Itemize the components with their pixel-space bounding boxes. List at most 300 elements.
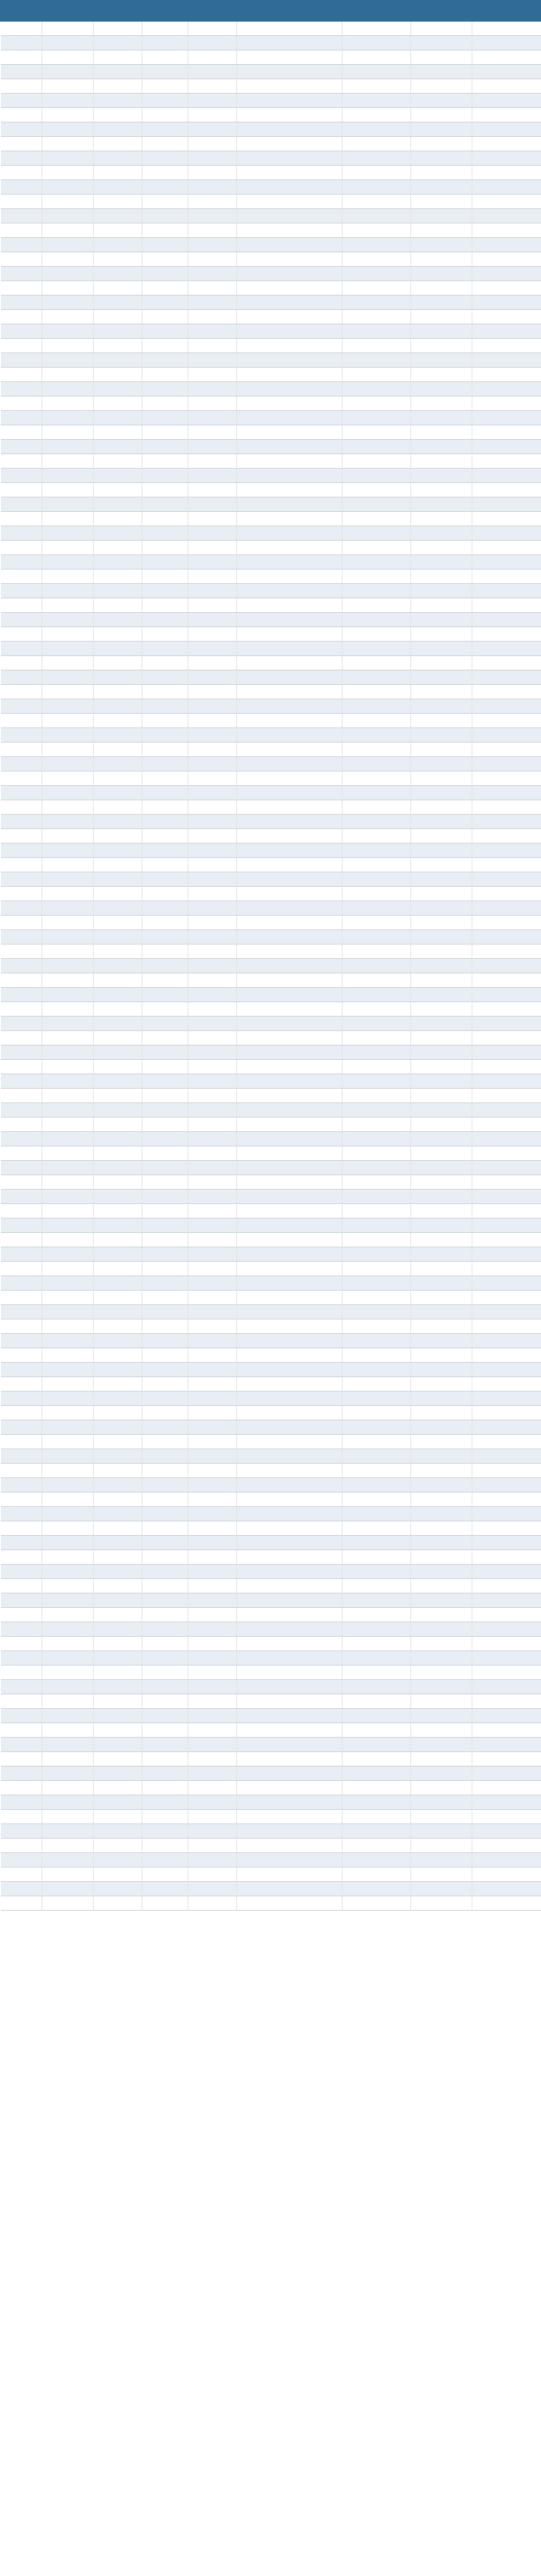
change-pct (188, 1276, 237, 1291)
price (142, 1190, 188, 1204)
eps (237, 1031, 343, 1046)
stock-name (94, 1276, 142, 1291)
table-row (1, 1002, 541, 1017)
change-pct (188, 180, 237, 195)
price (142, 1089, 188, 1103)
pe-ratio (343, 541, 411, 555)
row-index (1, 50, 42, 65)
pe-ratio (343, 772, 411, 786)
table-row (1, 526, 541, 541)
row-index (1, 728, 42, 743)
pe-ratio (343, 36, 411, 50)
stock-name (94, 1103, 142, 1118)
week-change-pct (411, 1262, 472, 1276)
stock-name (94, 1219, 142, 1233)
pe-ratio (343, 267, 411, 281)
pe-ratio (343, 555, 411, 570)
change-pct (188, 642, 237, 656)
stock-name (94, 1507, 142, 1521)
stock-code (42, 1896, 94, 1911)
week-change-pct (411, 1738, 472, 1752)
table-row (1, 1435, 541, 1449)
pe-ratio (343, 1392, 411, 1406)
ytd-change-pct (472, 1449, 541, 1464)
eps (237, 1622, 343, 1637)
week-change-pct (411, 22, 472, 36)
week-change-pct (411, 1161, 472, 1175)
ytd-change-pct (472, 526, 541, 541)
pe-ratio (343, 1132, 411, 1146)
week-change-pct (411, 1089, 472, 1103)
ytd-change-pct (472, 1493, 541, 1507)
eps (237, 1507, 343, 1521)
table-row (1, 1146, 541, 1161)
pe-ratio (343, 1507, 411, 1521)
stock-code (42, 1161, 94, 1175)
stock-name (94, 1161, 142, 1175)
pe-ratio (343, 829, 411, 844)
price (142, 1132, 188, 1146)
ytd-change-pct (472, 1666, 541, 1680)
change-pct (188, 1435, 237, 1449)
stock-name (94, 844, 142, 858)
stock-code (42, 339, 94, 353)
stock-name (94, 411, 142, 425)
change-pct (188, 324, 237, 339)
week-change-pct (411, 151, 472, 166)
ytd-change-pct (472, 930, 541, 945)
stock-name (94, 1579, 142, 1594)
stock-code (42, 1118, 94, 1132)
change-pct (188, 1795, 237, 1810)
eps (237, 945, 343, 959)
ytd-change-pct (472, 1089, 541, 1103)
stock-name (94, 772, 142, 786)
ytd-change-pct (472, 1175, 541, 1190)
eps (237, 151, 343, 166)
ytd-change-pct (472, 584, 541, 598)
stock-code (42, 180, 94, 195)
price (142, 1536, 188, 1550)
eps (237, 209, 343, 224)
stock-name (94, 94, 142, 108)
row-index (1, 858, 42, 872)
stock-code (42, 887, 94, 901)
stock-code (42, 1060, 94, 1074)
change-pct (188, 656, 237, 671)
week-change-pct (411, 296, 472, 310)
change-pct (188, 94, 237, 108)
stock-name (94, 872, 142, 887)
pe-ratio (343, 1795, 411, 1810)
table-row (1, 1795, 541, 1810)
stock-code (42, 829, 94, 844)
pe-ratio (343, 180, 411, 195)
price (142, 50, 188, 65)
pe-ratio (343, 1406, 411, 1420)
week-change-pct (411, 382, 472, 397)
change-pct (188, 1420, 237, 1435)
stock-code (42, 642, 94, 656)
change-pct (188, 1392, 237, 1406)
stock-name (94, 368, 142, 382)
change-pct (188, 296, 237, 310)
week-change-pct (411, 368, 472, 382)
ytd-change-pct (472, 973, 541, 988)
table-row (1, 1594, 541, 1608)
price (142, 1233, 188, 1247)
pe-ratio (343, 959, 411, 973)
price (142, 483, 188, 498)
ytd-change-pct (472, 1824, 541, 1839)
row-index (1, 1320, 42, 1334)
stock-name (94, 1853, 142, 1868)
stock-name (94, 1882, 142, 1896)
table-row (1, 570, 541, 584)
table-row (1, 829, 541, 844)
table-row (1, 1579, 541, 1594)
eps (237, 94, 343, 108)
stock-name (94, 1738, 142, 1752)
eps (237, 1291, 343, 1305)
price (142, 1002, 188, 1017)
week-change-pct (411, 858, 472, 872)
stock-code (42, 368, 94, 382)
ytd-change-pct (472, 498, 541, 512)
stock-code (42, 1146, 94, 1161)
pe-ratio (343, 1565, 411, 1579)
stock-name (94, 1680, 142, 1694)
week-change-pct (411, 1608, 472, 1622)
row-index (1, 988, 42, 1002)
ytd-change-pct (472, 1146, 541, 1161)
ytd-change-pct (472, 1320, 541, 1334)
ytd-change-pct (472, 772, 541, 786)
eps (237, 498, 343, 512)
pe-ratio (343, 1291, 411, 1305)
ytd-change-pct (472, 368, 541, 382)
stock-code (42, 1781, 94, 1795)
row-index (1, 123, 42, 137)
change-pct (188, 1247, 237, 1262)
week-change-pct (411, 1118, 472, 1132)
change-pct (188, 1824, 237, 1839)
price (142, 180, 188, 195)
week-change-pct (411, 1478, 472, 1493)
stock-code (42, 209, 94, 224)
stock-name (94, 425, 142, 440)
eps (237, 411, 343, 425)
pe-ratio (343, 195, 411, 209)
price (142, 1565, 188, 1579)
eps (237, 555, 343, 570)
pe-ratio (343, 123, 411, 137)
table-row (1, 353, 541, 368)
week-change-pct (411, 1233, 472, 1247)
row-index (1, 1146, 42, 1161)
row-index (1, 1017, 42, 1031)
table-row (1, 1031, 541, 1046)
eps (237, 1190, 343, 1204)
stock-name (94, 1132, 142, 1146)
table-row (1, 815, 541, 829)
stock-name (94, 526, 142, 541)
header-week-change (411, 1, 472, 22)
pe-ratio (343, 916, 411, 930)
stock-name (94, 1594, 142, 1608)
week-change-pct (411, 887, 472, 901)
week-change-pct (411, 1291, 472, 1305)
week-change-pct (411, 224, 472, 238)
week-change-pct (411, 1882, 472, 1896)
change-pct (188, 526, 237, 541)
eps (237, 829, 343, 844)
row-index (1, 1507, 42, 1521)
stock-name (94, 1795, 142, 1810)
stock-name (94, 1233, 142, 1247)
stock-name (94, 973, 142, 988)
eps (237, 1377, 343, 1392)
price (142, 1305, 188, 1320)
stock-code (42, 1392, 94, 1406)
eps (237, 858, 343, 872)
week-change-pct (411, 1594, 472, 1608)
eps (237, 1767, 343, 1781)
row-index (1, 1190, 42, 1204)
stock-code (42, 1204, 94, 1219)
ytd-change-pct (472, 1247, 541, 1262)
stock-code (42, 454, 94, 469)
week-change-pct (411, 498, 472, 512)
stock-code (42, 1521, 94, 1536)
row-index (1, 1723, 42, 1738)
eps (237, 1348, 343, 1363)
pe-ratio (343, 1175, 411, 1190)
price (142, 339, 188, 353)
table-row (1, 469, 541, 483)
change-pct (188, 973, 237, 988)
stock-name (94, 108, 142, 123)
week-change-pct (411, 541, 472, 555)
row-index (1, 324, 42, 339)
table-row (1, 108, 541, 123)
week-change-pct (411, 397, 472, 411)
pe-ratio (343, 642, 411, 656)
ytd-change-pct (472, 1435, 541, 1449)
price (142, 1046, 188, 1060)
stock-name (94, 1651, 142, 1666)
stock-name (94, 1536, 142, 1550)
row-index (1, 281, 42, 296)
price (142, 195, 188, 209)
change-pct (188, 1175, 237, 1190)
stock-code (42, 1377, 94, 1392)
stock-code (42, 627, 94, 642)
header-ytd-change (472, 1, 541, 22)
pe-ratio (343, 368, 411, 382)
eps (237, 526, 343, 541)
row-index (1, 180, 42, 195)
price (142, 656, 188, 671)
row-index (1, 1767, 42, 1781)
table-row (1, 613, 541, 627)
week-change-pct (411, 425, 472, 440)
row-index (1, 1781, 42, 1795)
week-change-pct (411, 1449, 472, 1464)
change-pct (188, 454, 237, 469)
change-pct (188, 1579, 237, 1594)
week-change-pct (411, 137, 472, 151)
pe-ratio (343, 382, 411, 397)
pe-ratio (343, 1031, 411, 1046)
eps (237, 108, 343, 123)
table-row (1, 1190, 541, 1204)
ytd-change-pct (472, 252, 541, 267)
header-price (142, 1, 188, 22)
stock-code (42, 728, 94, 743)
stock-code (42, 1651, 94, 1666)
price (142, 1074, 188, 1089)
eps (237, 584, 343, 598)
pe-ratio (343, 151, 411, 166)
pe-ratio (343, 1810, 411, 1824)
eps (237, 1521, 343, 1536)
pe-ratio (343, 945, 411, 959)
pe-ratio (343, 1853, 411, 1868)
week-change-pct (411, 872, 472, 887)
stock-name (94, 123, 142, 137)
change-pct (188, 800, 237, 815)
stock-name (94, 1363, 142, 1377)
table-row (1, 671, 541, 685)
row-index (1, 598, 42, 613)
eps (237, 627, 343, 642)
change-pct (188, 1550, 237, 1565)
stock-name (94, 195, 142, 209)
ytd-change-pct (472, 786, 541, 800)
stock-code (42, 1767, 94, 1781)
stock-name (94, 180, 142, 195)
price (142, 1478, 188, 1493)
row-index (1, 209, 42, 224)
stock-code (42, 1291, 94, 1305)
eps (237, 238, 343, 252)
price (142, 1521, 188, 1536)
table-row (1, 699, 541, 714)
stock-name (94, 310, 142, 324)
eps (237, 1464, 343, 1478)
row-index (1, 1694, 42, 1709)
stock-name (94, 959, 142, 973)
change-pct (188, 1507, 237, 1521)
stock-name (94, 728, 142, 743)
pe-ratio (343, 1521, 411, 1536)
table-row (1, 1377, 541, 1392)
row-index (1, 1377, 42, 1392)
week-change-pct (411, 79, 472, 94)
ytd-change-pct (472, 36, 541, 50)
pe-ratio (343, 1464, 411, 1478)
pe-ratio (343, 454, 411, 469)
table-row (1, 36, 541, 50)
ytd-change-pct (472, 1060, 541, 1074)
ytd-change-pct (472, 945, 541, 959)
table-row (1, 425, 541, 440)
pe-ratio (343, 1305, 411, 1320)
price (142, 1060, 188, 1074)
pe-ratio (343, 1017, 411, 1031)
change-pct (188, 1103, 237, 1118)
change-pct (188, 728, 237, 743)
pe-ratio (343, 281, 411, 296)
table-row (1, 685, 541, 699)
ytd-change-pct (472, 815, 541, 829)
price (142, 1507, 188, 1521)
stock-code (42, 79, 94, 94)
pe-ratio (343, 584, 411, 598)
pe-ratio (343, 1449, 411, 1464)
week-change-pct (411, 685, 472, 699)
stock-code (42, 1536, 94, 1550)
price (142, 1103, 188, 1118)
stock-name (94, 22, 142, 36)
table-row (1, 1276, 541, 1291)
stock-name (94, 1824, 142, 1839)
row-index (1, 887, 42, 901)
table-row (1, 1810, 541, 1824)
week-change-pct (411, 757, 472, 772)
ytd-change-pct (472, 483, 541, 498)
stock-name (94, 382, 142, 397)
pe-ratio (343, 1651, 411, 1666)
change-pct (188, 930, 237, 945)
week-change-pct (411, 1247, 472, 1262)
week-change-pct (411, 570, 472, 584)
pe-ratio (343, 973, 411, 988)
row-index (1, 339, 42, 353)
ytd-change-pct (472, 469, 541, 483)
price (142, 613, 188, 627)
stock-name (94, 1752, 142, 1767)
ytd-change-pct (472, 887, 541, 901)
eps (237, 1247, 343, 1262)
ytd-change-pct (472, 1392, 541, 1406)
price (142, 1435, 188, 1449)
week-change-pct (411, 1709, 472, 1723)
stock-name (94, 584, 142, 598)
stock-code (42, 1233, 94, 1247)
row-index (1, 512, 42, 526)
stock-name (94, 324, 142, 339)
pe-ratio (343, 224, 411, 238)
ytd-change-pct (472, 281, 541, 296)
week-change-pct (411, 1781, 472, 1795)
ytd-change-pct (472, 1334, 541, 1348)
price (142, 79, 188, 94)
price (142, 1839, 188, 1853)
table-row (1, 166, 541, 180)
stock-code (42, 1305, 94, 1320)
ytd-change-pct (472, 1507, 541, 1521)
week-change-pct (411, 339, 472, 353)
change-pct (188, 1363, 237, 1377)
stock-code (42, 50, 94, 65)
row-index (1, 65, 42, 79)
eps (237, 1839, 343, 1853)
week-change-pct (411, 1060, 472, 1074)
eps (237, 1752, 343, 1767)
table-row (1, 800, 541, 815)
